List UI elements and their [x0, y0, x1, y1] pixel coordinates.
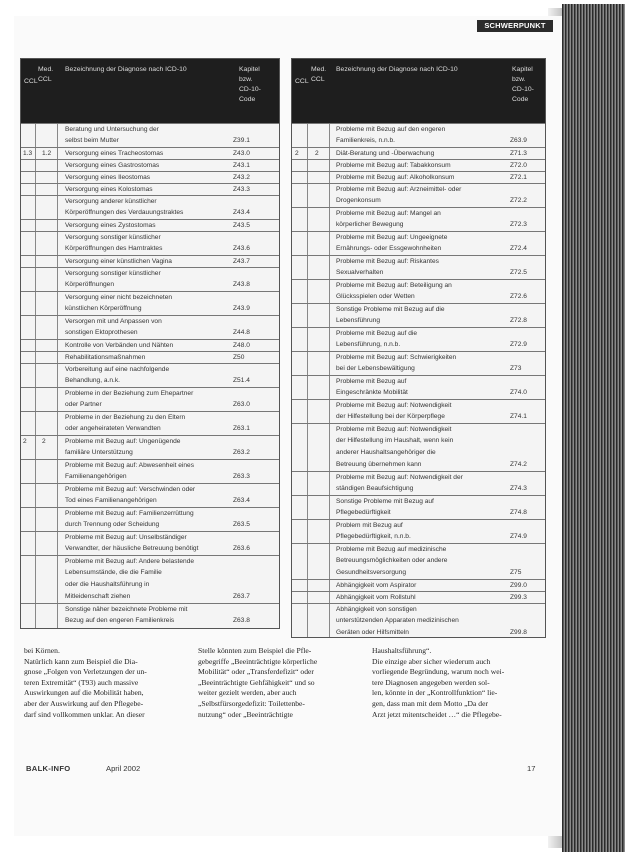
table-row [292, 531, 545, 543]
text-line: „Beeinträchtigte Gehfähigkeit“ und so [198, 677, 315, 687]
diagnosis-text: Körperöffnungen des Harntraktes [65, 245, 163, 252]
diagnosis-text: Verwandter, der häusliche Betreuung benötigt [65, 545, 199, 552]
table-row [21, 471, 279, 483]
diagnosis-text: Probleme mit Bezug auf: Verschwinden oder [65, 486, 196, 493]
header-ccl: CCL [295, 78, 309, 85]
diagnosis-text: oder angeheirateten Verwandten [65, 425, 161, 432]
diagnosis-text: Probleme mit Bezug auf [336, 378, 407, 385]
icd-code: Z72.3 [510, 221, 527, 228]
text-line: nutzung“ oder „Beeinträchtigte [198, 709, 293, 719]
diagnosis-text: Probleme mit Bezug auf: Andere belastende [65, 558, 195, 565]
diagnosis-text: Versorgung sonstiger künstlicher [65, 234, 161, 241]
diagnosis-text: Probleme mit Bezug auf: Familienzerrüttung [65, 510, 194, 517]
icd-code: Z71.3 [510, 150, 527, 157]
diagnosis-text: Probleme mit Bezug auf den engeren [336, 126, 446, 133]
table-body-left [21, 123, 279, 628]
icd-code: Z99.3 [510, 594, 527, 601]
header-diagnosis: Bezeichnung der Diagnose nach ICD-10 [336, 66, 458, 73]
text-line: bei Körnen. [24, 646, 60, 655]
table-row [21, 495, 279, 507]
header-ccl: CCL [24, 78, 38, 85]
icd-code: Z74.1 [510, 413, 527, 420]
icd-code: Z72.6 [510, 293, 527, 300]
table-row [21, 399, 279, 411]
diagnosis-text: bei der Lebensbewältigung [336, 365, 415, 372]
header-diagnosis: Bezeichnung der Diagnose nach ICD-10 [65, 66, 187, 73]
ccl-value: 2 [23, 438, 27, 445]
diagnosis-text: Körperöffnungen des Verdauungstraktes [65, 209, 184, 216]
diagnosis-text: Rehabilitationsmaßnahmen [65, 354, 146, 361]
icd-code: Z72.5 [510, 269, 527, 276]
diagnosis-text: künstlichen Körperöffnung [65, 305, 142, 312]
diagnosis-text: Lebensführung, n.n.b. [336, 341, 401, 348]
diagnosis-text: Sonstige näher bezeichnete Probleme mit [65, 606, 188, 613]
diagnosis-text: oder Partner [65, 401, 102, 408]
table-row [292, 411, 545, 423]
icd-table-left [20, 58, 280, 629]
text-line: gnose „Folgen von Verletzungen der un- [24, 667, 147, 677]
header-code: Kapitel bzw. CD-10- Code [239, 66, 261, 103]
diagnosis-text: Diät-Beratung und -Überwachung [336, 150, 435, 157]
text-line: Stelle könnten zum Beispiel die Pfle- [198, 646, 312, 655]
diagnosis-text: Versorgung eines Tracheostomas [65, 150, 164, 157]
diagnosis-text: oder die Haushaltsführung in [65, 581, 150, 588]
diagnosis-text: Probleme mit Bezug auf medizinische [336, 546, 447, 553]
diagnosis-text: Gesundheitsversorgung [336, 569, 407, 576]
diagnosis-text: Versorgung anderer künstlicher [65, 198, 157, 205]
diagnosis-text: ständigen Beaufsichtigung [336, 485, 414, 492]
text-line: tere Diagnosen angegeben werden sol- [372, 677, 490, 687]
diagnosis-text: Pflegebedürftigkeit [336, 509, 391, 516]
table-row [292, 219, 545, 231]
magazine-name: BALK-INFO [26, 764, 71, 773]
diagnosis-text: Drogenkonsum [336, 197, 381, 204]
icd-code: Z63.2 [233, 449, 250, 456]
diagnosis-text: Probleme in der Beziehung zum Ehepartner [65, 390, 194, 397]
text-line: „Selbstfürsorgedefizit: Toilettenbe- [198, 698, 305, 708]
table-row [292, 459, 545, 471]
med-ccl-value: 1.2 [42, 150, 52, 157]
diagnosis-text: Pflegebedürftigkeit, n.n.b. [336, 533, 411, 540]
diagnosis-text: Sonstige Probleme mit Bezug auf [336, 498, 434, 505]
diagnosis-text: Probleme mit Bezug auf: Riskantes [336, 258, 439, 265]
issue-date: April 2002 [106, 764, 141, 773]
icd-code: Z72.8 [510, 317, 527, 324]
diagnosis-text: Ernährungs- oder Essgewohnheiten [336, 245, 442, 252]
diagnosis-text: Abhängigkeit vom Rollstuhl [336, 594, 416, 601]
icd-code: Z63.5 [233, 521, 250, 528]
icd-code: Z48.0 [233, 342, 250, 349]
table-row [292, 555, 545, 567]
header-code: Kapitel bzw. CD-10- Code [512, 66, 534, 103]
table-row [292, 387, 545, 399]
icd-code: Z63.0 [233, 401, 250, 408]
diagnosis-text: Körperöffnungen [65, 281, 115, 288]
diagnosis-text: Probleme mit Bezug auf: Schwierigkeiten [336, 354, 457, 361]
diagnosis-text: Versorgen mit und Anpassen von [65, 318, 162, 325]
icd-code: Z75 [510, 569, 522, 576]
med-ccl-value: 2 [315, 150, 319, 157]
text-line: darf sind vollkommen unklar. An dieser [24, 709, 145, 719]
ccl-value: 1.3 [23, 150, 33, 157]
diagnosis-text: Probleme mit Bezug auf: Mangel an [336, 210, 441, 217]
table-row [21, 543, 279, 555]
icd-code: Z39.1 [233, 137, 250, 144]
diagnosis-text: Versorgung sonstiger künstlicher [65, 270, 161, 277]
table-row [21, 615, 279, 627]
text-line: Die einzige aber sicher wiederum auch [372, 656, 491, 666]
diagnosis-text: Abhängigkeit von sonstigen [336, 606, 417, 613]
table-row [292, 567, 545, 579]
icd-code: Z72.1 [510, 174, 527, 181]
icd-code: Z43.7 [233, 258, 250, 265]
table-row [21, 591, 279, 603]
icd-code: Z63.3 [233, 473, 250, 480]
table-row [292, 291, 545, 303]
table-row [21, 327, 279, 339]
diagnosis-text: anderer Haushaltsangehöriger die [336, 449, 436, 456]
diagnosis-text: Lebensführung [336, 317, 380, 324]
text-line: vorliegende Begründung, warum noch wei- [372, 667, 505, 677]
diagnosis-text: Probleme mit Bezug auf: Unselbständiger [65, 534, 187, 541]
icd-code: Z74.9 [510, 533, 527, 540]
diagnosis-text: Mitleidenschaft ziehen [65, 593, 131, 600]
icd-code: Z63.4 [233, 497, 250, 504]
table-row [292, 435, 545, 447]
diagnosis-text: Probleme mit Bezug auf: Notwendigkeit [336, 402, 452, 409]
icd-code: Z63.7 [233, 593, 250, 600]
diagnosis-text: Probleme mit Bezug auf: Notwendigkeit der [336, 474, 463, 481]
table-row [21, 579, 279, 591]
diagnosis-text: Sonstige Probleme mit Bezug auf die [336, 306, 445, 313]
icd-code: Z72.4 [510, 245, 527, 252]
diagnosis-text: Betreuungsmöglichkeiten oder andere [336, 557, 448, 564]
diagnosis-text: unterstützenden Apparaten medizinischen [336, 617, 459, 624]
table-row [292, 267, 545, 279]
icd-code: Z44.8 [233, 329, 250, 336]
diagnosis-text: Probleme mit Bezug auf: Ungeeignete [336, 234, 448, 241]
table-row [21, 423, 279, 435]
table-row [21, 243, 279, 255]
diagnosis-text: familiäre Unterstützung [65, 449, 133, 456]
diagnosis-text: Probleme mit Bezug auf die [336, 330, 417, 337]
text-line: aber der Auswirkung auf den Pflegebe- [24, 698, 144, 708]
icd-code: Z43.2 [233, 174, 250, 181]
diagnosis-text: Kontrolle von Verbänden und Nähten [65, 342, 174, 349]
table-body-right [292, 123, 545, 637]
diagnosis-text: Probleme mit Bezug auf: Tabakkonsum [336, 162, 451, 169]
table-row [292, 339, 545, 351]
diagnosis-text: Eingeschränkte Mobilität [336, 389, 408, 396]
icd-code: Z50 [233, 354, 245, 361]
text-line: gebegriffe „Beeinträchtigte körperliche [198, 656, 318, 666]
diagnosis-text: Glücksspielen oder Wetten [336, 293, 415, 300]
text-line: Arzt jetzt mitentscheidet …“ die Pflegebe- [372, 709, 502, 719]
diagnosis-text: Probleme mit Bezug auf: Notwendigkeit [336, 426, 452, 433]
table-row [292, 447, 545, 459]
icd-code: Z63.8 [233, 617, 250, 624]
icd-code: Z51.4 [233, 377, 250, 384]
diagnosis-text: Familienkreis, n.n.b. [336, 137, 395, 144]
text-line: Mobilität“ oder „Transferdefizit“ oder [198, 667, 314, 677]
table-row [21, 447, 279, 459]
icd-code: Z43.6 [233, 245, 250, 252]
diagnosis-text: Probleme mit Bezug auf: Ungenügende [65, 438, 181, 445]
icd-code: Z63.1 [233, 425, 250, 432]
text-line: Natürlich kann zum Beispiel die Dia- [24, 656, 138, 666]
icd-code: Z43.4 [233, 209, 250, 216]
diagnosis-text: Versorgung einer nicht bezeichneten [65, 294, 173, 301]
med-ccl-value: 2 [42, 438, 46, 445]
diagnosis-text: Probleme in der Beziehung zu den Eltern [65, 414, 186, 421]
diagnosis-text: Sexualverhalten [336, 269, 384, 276]
table-row [21, 303, 279, 315]
text-line: weiter gezielt werden, aber auch [198, 688, 297, 698]
icd-code: Z73 [510, 365, 522, 372]
icd-code: Z74.8 [510, 509, 527, 516]
diagnosis-text: sonstigen Ektoprothesen [65, 329, 138, 336]
body-text-column-2 [198, 646, 358, 720]
icd-code: Z43.1 [233, 162, 250, 169]
diagnosis-text: Tod eines Familienangehörigen [65, 497, 157, 504]
table-row [21, 207, 279, 219]
icd-code: Z74.2 [510, 461, 527, 468]
text-line: teren Extremität“ (T93) auch massive [24, 677, 139, 687]
table-row [292, 195, 545, 207]
diagnosis-text: Beratung und Untersuchung der [65, 126, 159, 133]
body-text-column-3 [372, 646, 544, 720]
diagnosis-text: Probleme mit Bezug auf: Arzneimittel- oder [336, 186, 462, 193]
icd-code: Z63.6 [233, 545, 250, 552]
icd-code: Z72.2 [510, 197, 527, 204]
table-header-left [21, 59, 279, 123]
diagnosis-text: Geräten oder Hilfsmitteln [336, 629, 409, 636]
text-line: Auswirkungen auf die Mobilität haben, [24, 688, 144, 698]
icd-code: Z74.0 [510, 389, 527, 396]
header-med-ccl: Med. CCL [38, 66, 54, 83]
table-row [292, 483, 545, 495]
icd-code: Z43.8 [233, 281, 250, 288]
icd-code: Z63.9 [510, 137, 527, 144]
diagnosis-text: Bezug auf den engeren Familienkreis [65, 617, 175, 624]
text-line: gen, dass man mit dem Motto „Da der [372, 698, 488, 708]
table-row [21, 279, 279, 291]
icd-code: Z99.8 [510, 629, 527, 636]
diagnosis-text: durch Trennung oder Scheidung [65, 521, 160, 528]
icd-code: Z72.0 [510, 162, 527, 169]
icd-code: Z99.0 [510, 582, 527, 589]
text-line: Haushaltsführung“. [372, 646, 432, 655]
body-text-column-1 [24, 646, 184, 720]
diagnosis-text: Familienangehörigen [65, 473, 127, 480]
diagnosis-text: Versorgung eines Kolostomas [65, 186, 153, 193]
section-banner: SCHWERPUNKT [477, 20, 553, 32]
diagnosis-text: Probleme mit Bezug auf: Beteiligung an [336, 282, 452, 289]
diagnosis-text: Betreuung übernehmen kann [336, 461, 422, 468]
diagnosis-text: Behandlung, a.n.k. [65, 377, 120, 384]
diagnosis-text: Lebensumstände, die die Familie [65, 569, 162, 576]
icd-code: Z74.3 [510, 485, 527, 492]
diagnosis-text: Versorgung eines Gastrostomas [65, 162, 160, 169]
diagnosis-text: Probleme mit Bezug auf: Abwesenheit eines [65, 462, 195, 469]
icd-code: Z43.9 [233, 305, 250, 312]
table-row [292, 363, 545, 375]
diagnosis-text: Abhängigkeit vom Aspirator [336, 582, 417, 589]
icd-table-right [291, 58, 546, 638]
diagnosis-text: Problem mit Bezug auf [336, 522, 403, 529]
icd-code: Z43.0 [233, 150, 250, 157]
table-row [21, 135, 279, 147]
table-row [21, 375, 279, 387]
header-med-ccl: Med. CCL [311, 66, 327, 83]
page-number: 17 [527, 764, 536, 773]
table-row [21, 519, 279, 531]
table-row [292, 615, 545, 627]
table-row [292, 135, 545, 147]
book-page-edges [562, 4, 625, 852]
ccl-value: 2 [295, 150, 299, 157]
diagnosis-text: Versorgung eines Zystostomas [65, 222, 156, 229]
diagnosis-text: Probleme mit Bezug auf: Alkoholkonsum [336, 174, 455, 181]
icd-code: Z43.3 [233, 186, 250, 193]
text-line: len, könnte in der „Kontrollfunktion“ lie- [372, 688, 498, 698]
table-row [21, 567, 279, 579]
diagnosis-text: Versorgung einer künstlichen Vagina [65, 258, 172, 265]
diagnosis-text: selbst beim Mutter [65, 137, 119, 144]
icd-code: Z72.9 [510, 341, 527, 348]
diagnosis-text: Vorbereitung auf eine nachfolgende [65, 366, 170, 373]
diagnosis-text: der Hilfestellung im Haushalt, wenn kein [336, 437, 454, 444]
diagnosis-text: Versorgung eines Ileostomas [65, 174, 151, 181]
table-header-right [292, 59, 545, 123]
table-row [292, 627, 545, 639]
table-row [292, 243, 545, 255]
icd-code: Z43.5 [233, 222, 250, 229]
table-row [292, 315, 545, 327]
diagnosis-text: der Hilfestellung bei der Körperpflege [336, 413, 445, 420]
diagnosis-text: körperlicher Bewegung [336, 221, 404, 228]
table-row [292, 507, 545, 519]
